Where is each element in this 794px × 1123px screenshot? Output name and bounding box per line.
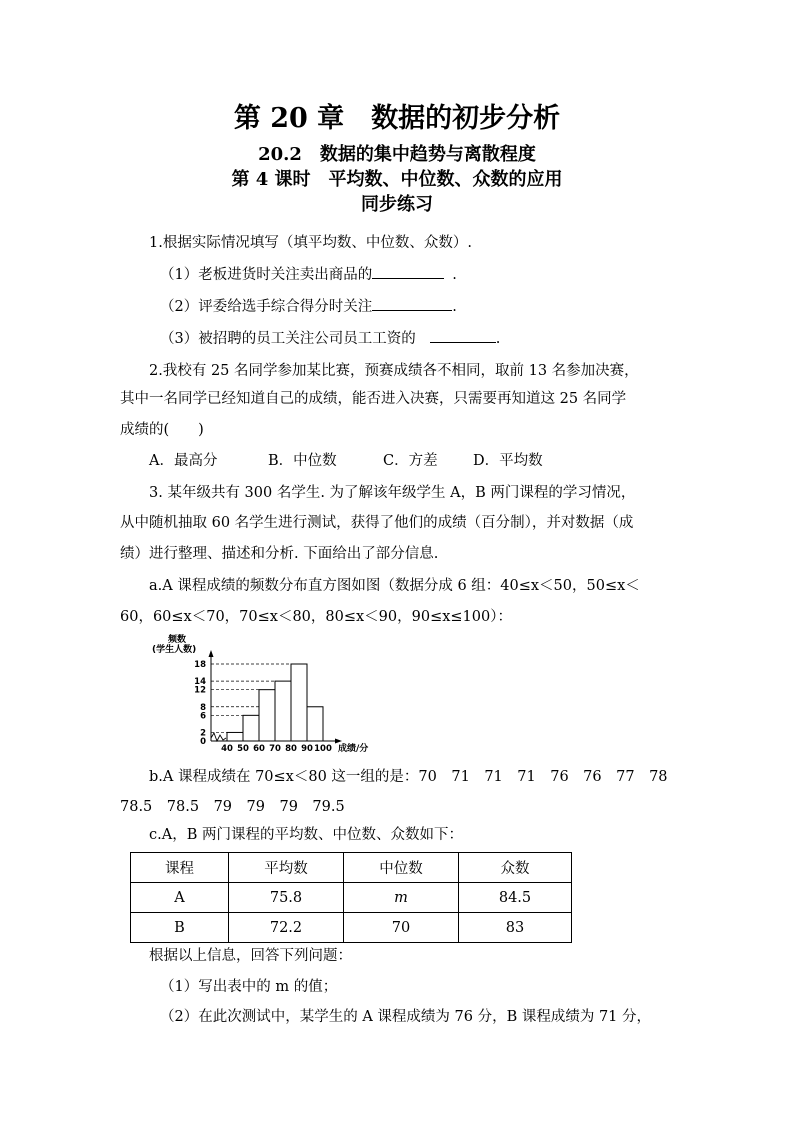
axis-break-zigzag bbox=[211, 733, 226, 741]
q2-line-3: 成绩的( ) bbox=[120, 422, 204, 438]
table-header-row bbox=[131, 853, 572, 883]
histogram-bar bbox=[275, 681, 291, 741]
histogram-bar bbox=[259, 690, 275, 741]
q2-line-2: 其中一名同学已经知道自己的成绩，能否进入决赛，只需要再知道这 25 名同学 bbox=[120, 391, 627, 407]
q3-after-line-3: （2）在此次测试中，某学生的 A 课程成绩为 76 分，B 课程成绩为 71 分， bbox=[160, 1009, 652, 1025]
x-tick-label: 90 bbox=[301, 744, 313, 754]
table-header-cell: 平均数 bbox=[229, 853, 344, 883]
q1-item-3-tail: . bbox=[495, 331, 501, 347]
x-tick-label: 40 bbox=[221, 744, 233, 754]
q2-line-1: 2.我校有 25 名同学参加某比赛，预赛成绩各不相同，取前 13 名参加决赛， bbox=[149, 363, 639, 379]
q3-line-2: 从中随机抽取 60 名学生进行测试，获得了他们的成绩（百分制），并对数据（成 bbox=[120, 515, 634, 531]
section-title: 20.2 数据的集中趋势与离散程度 bbox=[258, 144, 536, 165]
answer-blank[interactable] bbox=[372, 296, 452, 311]
q1-item-3 bbox=[160, 327, 500, 348]
x-tick-label: 60 bbox=[253, 744, 265, 754]
table-cell: m bbox=[344, 883, 459, 913]
table-cell: 84.5 bbox=[459, 883, 572, 913]
x-tick-label: 50 bbox=[237, 744, 249, 754]
q3-a-line-1: a.A 课程成绩的频数分布直方图如图（数据分成 6 组：40≤x＜50，50≤x＜ bbox=[149, 578, 640, 594]
histogram-bar bbox=[291, 664, 307, 741]
x-axis-label: 成绩/分 bbox=[338, 744, 369, 754]
y-tick-label: 14 bbox=[194, 677, 206, 688]
table-cell: B bbox=[131, 913, 229, 943]
q2-option-b[interactable]: B．中位数 bbox=[268, 453, 337, 469]
q3-after-line-2: （1）写出表中的 m 的值； bbox=[160, 979, 338, 995]
table-header-cell: 课程 bbox=[131, 853, 229, 883]
q3-b-line-1: b.A 课程成绩在 70≤x＜80 这一组的是：70 71 71 71 76 76 77 78 bbox=[149, 769, 668, 785]
q3-c-line: c.A，B 两门课程的平均数、中位数、众数如下： bbox=[149, 827, 463, 843]
table-cell: A bbox=[131, 883, 229, 913]
histogram-bar bbox=[307, 707, 323, 741]
frequency-histogram bbox=[150, 632, 380, 756]
q2-option-c[interactable]: C．方差 bbox=[383, 453, 438, 469]
q1-item-3-text: （3）被招聘的员工关注公司员工工资的 bbox=[160, 331, 416, 347]
table-cell: 75.8 bbox=[229, 883, 344, 913]
lesson-title: 第 4 课时 平均数、中位数、众数的应用 bbox=[231, 169, 563, 190]
x-tick-label: 100 bbox=[314, 744, 332, 754]
q3-line-3: 绩）进行整理、描述和分析. 下面给出了部分信息. bbox=[120, 546, 439, 562]
y-axis-label-2: (学生人数) bbox=[152, 645, 197, 655]
x-tick-label: 70 bbox=[269, 744, 281, 754]
q1-item-1-tail: . bbox=[452, 267, 457, 283]
q3-after-line-1: 根据以上信息，回答下列问题： bbox=[149, 948, 352, 964]
table-row bbox=[131, 883, 572, 913]
practice-title: 同步练习 bbox=[361, 194, 433, 215]
q2-option-d[interactable]: D．平均数 bbox=[473, 453, 543, 469]
q1-stem: 1.根据实际情况填写（填平均数、中位数、众数）. bbox=[149, 235, 472, 251]
answer-blank[interactable] bbox=[430, 328, 496, 343]
q1-item-1 bbox=[160, 263, 457, 284]
y-axis-label-1: 频数 bbox=[168, 635, 187, 645]
q1-item-1-text: （1）老板进货时关注卖出商品的 bbox=[160, 267, 373, 283]
y-axis-arrow bbox=[209, 650, 214, 657]
q2-option-a[interactable]: A．最高分 bbox=[149, 453, 218, 469]
x-axis-arrow bbox=[335, 739, 342, 744]
stats-table bbox=[130, 852, 572, 943]
table-cell: 70 bbox=[344, 913, 459, 943]
histogram-bar bbox=[227, 732, 243, 741]
table-cell: 83 bbox=[459, 913, 572, 943]
histogram-bar bbox=[243, 715, 259, 741]
x-tick-label: 80 bbox=[285, 744, 297, 754]
y-tick-label: 12 bbox=[194, 685, 206, 696]
y-tick-label: 2 bbox=[200, 728, 206, 739]
table-cell: 72.2 bbox=[229, 913, 344, 943]
q3-line-1: 3. 某年级共有 300 名学生. 为了解该年级学生 A，B 两门课程的学习情况， bbox=[149, 485, 636, 501]
q1-item-2 bbox=[160, 295, 457, 316]
answer-blank[interactable] bbox=[372, 264, 444, 279]
q3-a-line-2: 60，60≤x＜70，70≤x＜80，80≤x＜90，90≤x≤100）： bbox=[120, 609, 512, 625]
table-header-cell: 众数 bbox=[459, 853, 572, 883]
y-tick-label: 8 bbox=[200, 702, 206, 713]
table-header-cell: 中位数 bbox=[344, 853, 459, 883]
chapter-title: 第 20 章 数据的初步分析 bbox=[233, 103, 561, 134]
q1-item-2-text: （2）评委给选手综合得分时关注 bbox=[160, 299, 373, 315]
y-tick-label: 0 bbox=[200, 737, 206, 747]
q3-b-line-2: 78.5 78.5 79 79 79 79.5 bbox=[120, 799, 345, 815]
y-tick-label: 6 bbox=[200, 711, 206, 722]
q1-item-2-tail: . bbox=[452, 299, 457, 315]
table-row bbox=[131, 913, 572, 943]
y-tick-label: 18 bbox=[194, 660, 206, 670]
